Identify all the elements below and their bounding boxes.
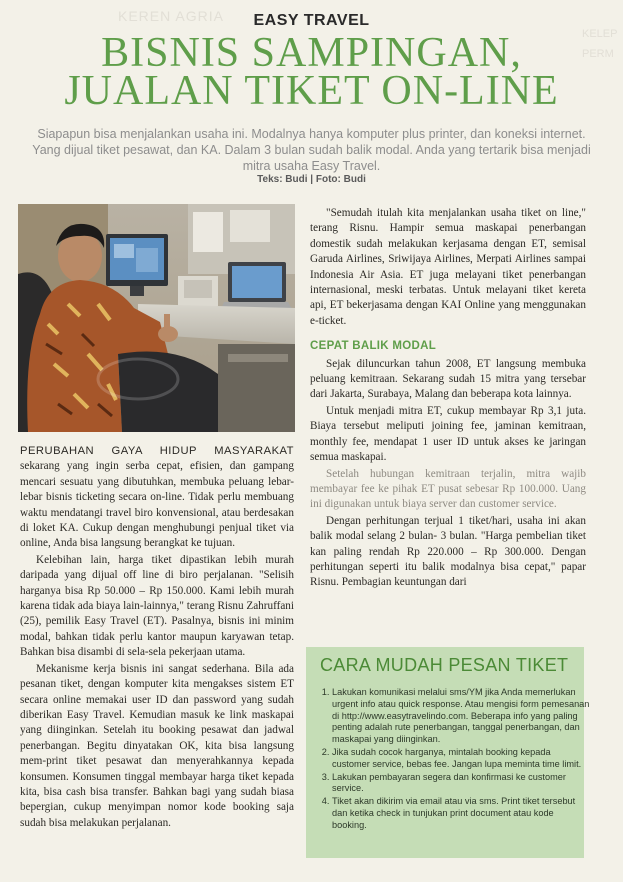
tips-list <box>318 687 590 833</box>
tips-list-item: 4. Tiket akan dikirim via email atau via sms. Print tiket tersebut dan ketika check in tunjukan print document atau kode booking. <box>332 796 590 831</box>
headline-line-2: JUALAN TIKET ON-LINE <box>64 68 559 114</box>
paragraph <box>20 444 294 552</box>
article-headline <box>40 30 583 114</box>
photo-text-credit: Teks: Budi | Foto: Budi <box>257 174 366 185</box>
paragraph: Setelah hubungan kemitraan terjalin, mitra wajib membayar fee ke pihak ET pusat sebesar Rp 100.000. Uang ini digunakan untuk biaya server dan customer service. <box>310 467 586 511</box>
article-lede: Siapapun bisa menjalankan usaha ini. Modalnya hanya komputer plus printer, dan koneksi internet. Yang dijual tiket pesawat, dan KA. Dalam 3 bulan sudah balik modal. Anda yang tertarik bisa menjadi mitra usaha Easy Travel. <box>32 127 591 173</box>
section-kicker: EASY TRAVEL <box>253 12 370 29</box>
paragraph: Mekanisme kerja bisnis ini sangat sederhana. Bila ada pesanan tiket, dengan komputer kita mengakses sistem ET secara online memakai user ID dan password yang sudah diberikan Easy Travel. Kemudian masuk ke link maskapai yang diinginkan. Setelah itu booking pesawat dan jadwal penerbangan. Begitu dinyatakan OK, kita bisa langsung mem-print tiket pesawat dan menyerahkannya kepada konsumen. Konsumen tinggal membayar harga tiket kepada kita, bisa cash bisa transfer. Bahkan bagi yang sudah biasa bepergian, cukup menyimpan nomor kode booking saja sudah bisa melakukan perjalanan. <box>20 662 294 829</box>
tips-box <box>306 647 590 858</box>
headline-line-1: BISNIS SAMPINGAN, <box>101 30 522 76</box>
paragraph: "Semudah itulah kita menjalankan usaha tiket on line," terang Risnu. Hampir semua maskapai penerbangan domestik sudah melakukan kerjasama dengan ET, semisal Garuda Airlines, Sriwijaya Airlines, Merpati Airlines sampai Indonesia Air Asia. ET juga melayani tiket penerbangan internasional, meski terbatas. Untuk melayani tiket kereta api, ET bekerjasama dengan KAI Online yang menggunakan e-ticket. <box>310 207 586 327</box>
lead-in-caps: PERUBAHAN GAYA HIDUP MASYARAKAT <box>20 445 294 457</box>
paragraph-text: sekarang yang ingin serba cepat, efisien, dan gampang mencari sesuatu yang dibutuhkan, membuka peluang lebar-lebar bisnis ticketing secara on-line. Tidak perlu membuang waktu mendatangi travel biro konvensional, atau berdesakan di loket KA. Cukup dengan menghubungi penjual tiket via online, Anda bisa langsung berangkat ke tujuan. <box>20 460 294 550</box>
show-through-text: KEREN AGRIA <box>118 8 224 24</box>
paragraph: Dengan perhitungan terjual 1 tiket/hari, usaha ini akan balik modal selang 2 bulan- 3 bulan. "Harga pembelian tiket kan paling rendah Rp 220.000 – Rp 300.000. Dengan perhitungan seperti itu balik modalnya bisa cepat," papar Risnu. Pembagian keuntungan dari <box>310 514 586 589</box>
article-photo <box>18 204 295 432</box>
show-through-line: KELEP <box>582 28 618 40</box>
tips-list-item: 2. Jika sudah cocok harganya, mintalah booking kepada customer service, bebas fee. Jangan lupa meminta time limit. <box>332 747 590 771</box>
photo-illustration <box>18 204 295 432</box>
article-column-left <box>20 444 294 832</box>
show-through-text-right <box>582 24 618 84</box>
paragraph: Kelebihan lain, harga tiket dipastikan lebih murah daripada yang dijual off line di biro perjalanan. "Selisih harganya bisa Rp 50.000 – Rp 150.000. Kami lebih murah karena tidak ada biaya lain-lainnya," terang Risnu Zahruffani (25), pemilik Easy Travel (ET). Pasalnya, bisnis ini minim modal, bahkan tidak perlu kantor maupun karyawan tetap. Bahkan bisa disambi di sela-sela pekerjaan utama. <box>20 553 294 659</box>
show-through-line: PERM <box>582 48 614 60</box>
tips-list-item: 1. Lakukan komunikasi melalui sms/YM jika Anda memerlukan urgent info atau quick response. Atau mengisi form pemesanan di http://www.easytravelindo.com. Beberapa info yang paling penting adalah rute penerbangan, tanggal penerbangan, dan maskapai yang diinginkan. <box>332 687 590 746</box>
tips-list-item: 3. Lakukan pembayaran segera dan konfirmasi ke customer service. <box>332 772 590 796</box>
tips-box-title: CARA MUDAH PESAN TIKET <box>320 655 569 675</box>
paragraph: Untuk menjadi mitra ET, cukup membayar Rp 3,1 juta. Biaya tersebut meliputi joining fee, jaminan kemitraan, monthly fee, mendapat 1 user ID untuk akses ke jaringan semua maskapai. <box>310 404 586 464</box>
paragraph: Sejak diluncurkan tahun 2008, ET langsung membuka peluang kemitraan. Sekarang sudah 15 mitra yang tersebar dari Jakarta, Surabaya, Malang dan beberapa kota lainnya. <box>310 357 586 401</box>
article-column-right <box>310 206 586 592</box>
subheading: CEPAT BALIK MODAL <box>310 340 437 353</box>
